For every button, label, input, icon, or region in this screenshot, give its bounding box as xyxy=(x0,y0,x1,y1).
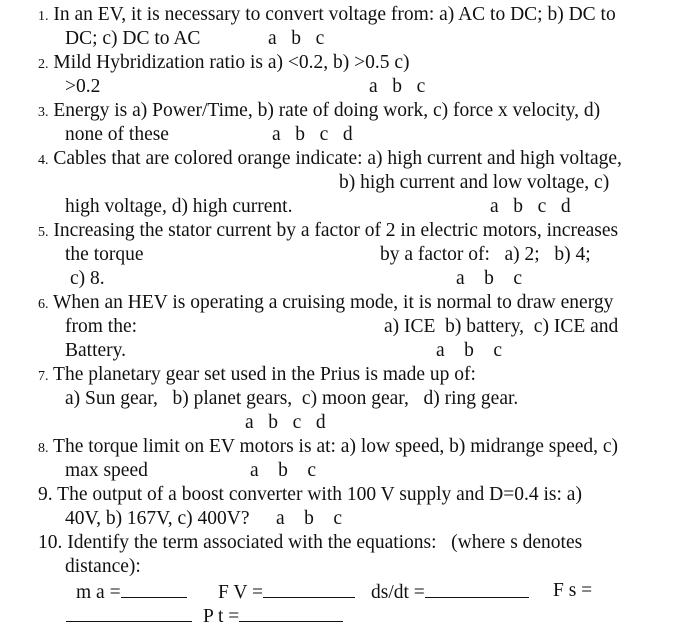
question-2-choices: a b c xyxy=(369,76,426,97)
equation-ma: m a = xyxy=(76,579,187,605)
question-8-line-1: 8. The torque limit on EV motors is at: a) low speed, b) midrange speed, c) xyxy=(38,436,619,457)
question-10-line-2: distance): xyxy=(65,556,141,577)
question-4-line-3: high voltage, d) high current. xyxy=(65,196,293,217)
question-6-line-2: from the: xyxy=(65,316,138,337)
question-9-choices: a b c xyxy=(276,508,343,529)
equation-fs: F s = xyxy=(553,580,593,601)
equation-dsdt: ds/dt = xyxy=(371,579,529,605)
question-1-choices: a b c xyxy=(268,28,325,49)
question-3-line-1: 3. Energy is a) Power/Time, b) rate of doing work, c) force x velocity, d) xyxy=(38,100,601,121)
question-9-line-2: 40V, b) 167V, c) 400V? xyxy=(65,508,250,529)
question-2-line-2: >0.2 xyxy=(65,76,101,97)
question-1-number: 1. xyxy=(38,9,49,24)
question-4-line-2: b) high current and low voltage, c) xyxy=(339,172,610,193)
answer-blank-fs[interactable] xyxy=(66,603,192,622)
answer-blank-ma[interactable] xyxy=(121,579,187,598)
answer-blank-fv[interactable] xyxy=(263,579,355,598)
question-5-choices: a b c xyxy=(456,268,523,289)
question-4-number: 4. xyxy=(38,153,49,168)
equation-pt: P t = xyxy=(203,603,343,629)
question-8-number: 8. xyxy=(38,441,49,456)
question-5-line-2: the torque xyxy=(65,244,144,265)
question-5-line-1: 5. Increasing the stator current by a factor of 2 in electric motors, increases xyxy=(38,220,619,241)
question-3-choices: a b c d xyxy=(272,124,353,145)
question-1-line-1: 1. In an EV, it is necessary to convert voltage from: a) AC to DC; b) DC to xyxy=(38,4,616,25)
question-2-number: 2. xyxy=(38,57,49,72)
question-6-line-1: 6. When an HEV is operating a cruising mode, it is normal to draw energy xyxy=(38,292,614,313)
question-5-line-3: by a factor of: a) 2; b) 4; xyxy=(380,244,591,265)
question-10-number: 10. xyxy=(38,532,63,553)
question-6-number: 6. xyxy=(38,297,49,312)
question-7-line-2: a) Sun gear, b) planet gears, c) moon gear, d) ring gear. xyxy=(65,388,519,409)
question-2-line-1: 2. Mild Hybridization ratio is a) <0.2, b) >0.5 c) xyxy=(38,52,410,73)
equation-fv: F V = xyxy=(218,579,355,605)
question-6-choices: a b c xyxy=(436,340,503,361)
question-3-number: 3. xyxy=(38,105,49,120)
question-7-line-1: 7. The planetary gear set used in the Prius is made up of: xyxy=(38,364,476,385)
question-6-line-3: a) ICE b) battery, c) ICE and xyxy=(384,316,619,337)
question-4-line-1: 4. Cables that are colored orange indicate: a) high current and high voltage, xyxy=(38,148,622,169)
question-5-line-4: c) 8. xyxy=(70,268,105,289)
question-6-line-4: Battery. xyxy=(65,340,127,361)
question-9-line-1: 9. The output of a boost converter with 100 V supply and D=0.4 is: a) xyxy=(38,484,582,505)
question-9-number: 9. xyxy=(38,484,53,505)
question-10-line-1: 10. Identify the term associated with the equations: (where s denotes xyxy=(38,532,583,553)
answer-blank-pt[interactable] xyxy=(239,603,343,622)
question-8-line-2: max speed xyxy=(65,460,148,481)
question-1-line-2: DC; c) DC to AC xyxy=(65,28,201,49)
answer-blank-fs-line xyxy=(66,603,192,629)
question-4-choices: a b c d xyxy=(490,196,571,217)
question-5-number: 5. xyxy=(38,225,49,240)
question-7-number: 7. xyxy=(38,369,49,384)
answer-blank-dsdt[interactable] xyxy=(425,579,529,598)
question-7-choices: a b c d xyxy=(245,412,326,433)
question-3-line-2: none of these xyxy=(65,124,169,145)
question-8-choices: a b c xyxy=(250,460,317,481)
